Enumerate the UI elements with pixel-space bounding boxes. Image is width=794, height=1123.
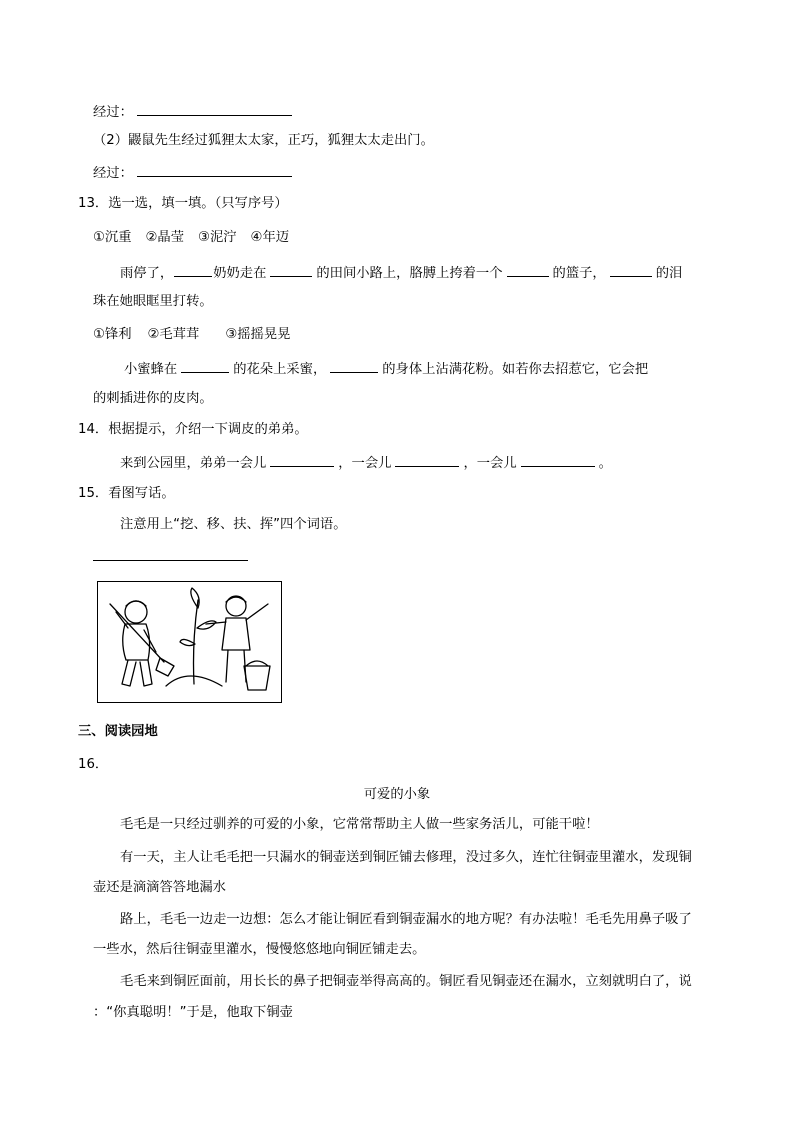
option: ②毛茸茸 <box>147 327 200 342</box>
shovel-blade <box>156 658 174 676</box>
sentence-text: ，一会儿 <box>463 456 517 471</box>
answer-blank[interactable] <box>270 452 334 467</box>
q15-title: 15．看图写话。 <box>78 486 175 501</box>
sentence-text: 奶奶走在 <box>213 266 267 281</box>
boy-arm-upper <box>116 612 128 628</box>
story-paragraph-3-cont: 一些水，然后往铜壶里灌水，慢慢悠悠地向铜匠铺走去。 <box>93 942 426 957</box>
shovel-handle <box>110 604 164 662</box>
sentence-text: 来到公园里，弟弟一会儿 <box>120 456 267 471</box>
tree-planting-picture <box>97 581 282 703</box>
sapling-leaf <box>197 621 216 629</box>
q13-title: 13．选一选，填一填。（只写序号） <box>78 196 288 211</box>
q13-sentence-2-cont: 的刺插进你的皮肉。 <box>93 391 213 406</box>
q12-answer-line-1 <box>93 101 296 123</box>
section-heading: 三、阅读园地 <box>78 724 158 739</box>
sentence-text: 的花朵上采蜜， <box>233 362 327 377</box>
option: ①锋利 <box>93 327 132 342</box>
sentence-text: 的泪 <box>655 266 683 281</box>
answer-blank[interactable] <box>181 358 229 373</box>
q14-sentence <box>120 452 612 474</box>
boy-arm-waving <box>246 604 268 620</box>
q13-options-2 <box>93 325 304 345</box>
boy-leg-left <box>122 660 136 686</box>
sentence-text: 雨停了， <box>120 266 174 281</box>
boy-hair <box>126 601 146 606</box>
sentence-text: 的身体上沾满花粉。如若你去招惹它，它会把 <box>382 362 649 377</box>
answer-blank[interactable] <box>93 560 248 561</box>
answer-blank[interactable] <box>330 358 378 373</box>
sentence-text: 小蜜蜂在 <box>124 362 178 377</box>
story-title: 可爱的小象 <box>363 787 431 802</box>
q12-answer-line-2 <box>93 162 296 184</box>
q16-number: 16． <box>78 757 109 772</box>
q14-title: 14．根据提示，介绍一下调皮的弟弟。 <box>78 422 308 437</box>
boy-hair <box>226 597 246 602</box>
answer-blank[interactable] <box>137 101 292 116</box>
answer-blank[interactable] <box>137 162 292 177</box>
sentence-text: 的篮子， <box>552 266 606 281</box>
story-paragraph-3: 路上，毛毛一边走一边想：怎么才能让铜匠看到铜壶漏水的地方呢？有办法啦！毛毛先用鼻子吸了 <box>120 912 692 927</box>
story-paragraph-2: 有一天，主人让毛毛把一只漏水的铜壶送到铜匠铺去修理，没过多久，连忙往铜壶里灌水，发现铜 <box>120 850 692 865</box>
q13-options-1 <box>93 228 303 248</box>
story-paragraph-2-cont: 壶还是滴滴答答地漏水 <box>93 880 226 895</box>
story-paragraph-4-cont: ：“你真聪明！”于是，他取下铜壶 <box>93 1005 293 1020</box>
sentence-text: 的田间小路上，胳膊上挎着一个 <box>316 266 503 281</box>
story-paragraph-1: 毛毛是一只经过驯养的可爱的小象，它常常帮助主人做一些家务活儿，可能干啦！ <box>120 817 599 832</box>
q13-sentence-1 <box>120 262 682 284</box>
sentence-text: ，一会儿 <box>338 456 392 471</box>
option: ③泥泞 <box>198 230 237 245</box>
option: ④年迈 <box>250 230 290 245</box>
boy-leg-left <box>226 650 228 682</box>
q12-label-2: 经过： <box>93 166 133 181</box>
sapling-leaf <box>180 639 195 645</box>
option: ②晶莹 <box>145 230 185 245</box>
bucket <box>244 666 270 690</box>
option: ①沉重 <box>93 230 132 245</box>
sapling-stem <box>194 600 199 684</box>
boy-leg-right <box>140 660 152 686</box>
q13-sentence-2 <box>124 358 648 380</box>
answer-blank[interactable] <box>270 262 312 277</box>
q12-item-2: （2）鼹鼠先生经过狐狸太太家，正巧，狐狸太太走出门。 <box>93 133 434 148</box>
answer-blank[interactable] <box>174 262 212 277</box>
story-paragraph-4: 毛毛来到铜匠面前，用长长的鼻子把铜壶举得高高的。铜匠看见铜壶还在漏水，立刻就明白了，说 <box>120 974 692 989</box>
answer-blank[interactable] <box>521 452 595 467</box>
q15-instruction: 注意用上“挖、移、扶、挥”四个词语。 <box>120 517 347 532</box>
q12-label-1: 经过： <box>93 105 133 120</box>
boy-shirt <box>222 618 250 650</box>
answer-blank[interactable] <box>507 262 549 277</box>
q13-sentence-1-cont: 珠在她眼眶里打转。 <box>93 294 213 309</box>
bucket-handle <box>246 661 268 666</box>
sentence-text: 。 <box>598 456 612 471</box>
option: ③摇摇晃晃 <box>225 327 291 342</box>
tree-planting-illustration <box>98 582 280 701</box>
answer-blank[interactable] <box>395 452 459 467</box>
answer-blank[interactable] <box>610 262 652 277</box>
